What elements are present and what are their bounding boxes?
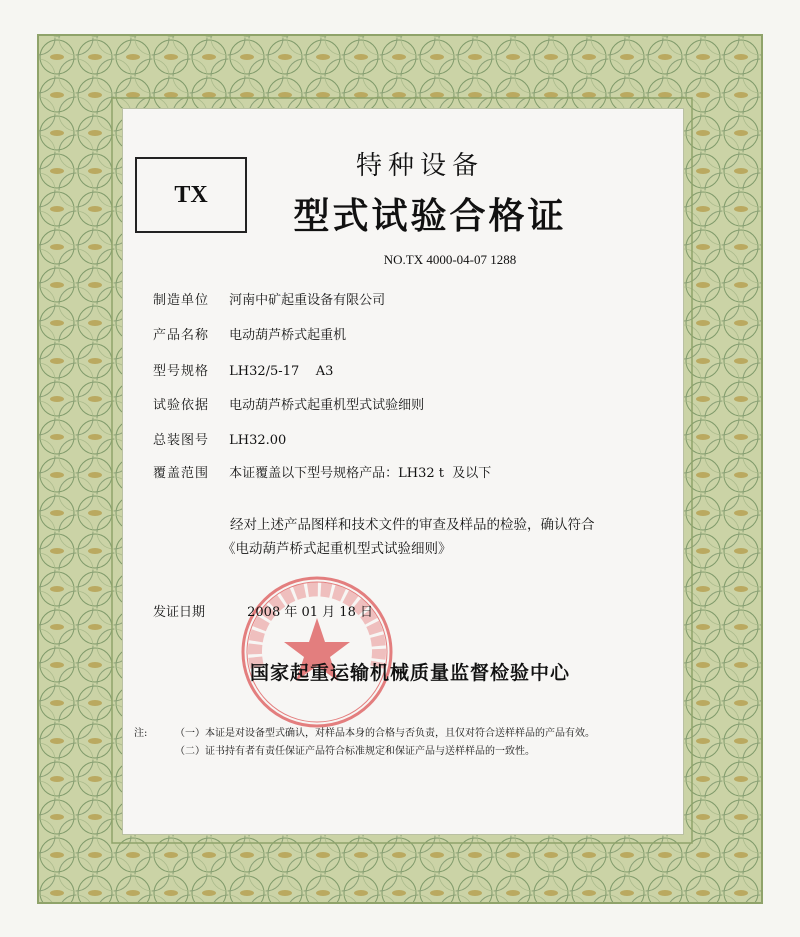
field-value: 电动葫芦桥式起重机型式试验细则 — [229, 398, 425, 413]
field-label: 型号规格 — [153, 364, 210, 379]
field-value: LH32.00 — [229, 433, 287, 448]
field-label: 制造单位 — [153, 293, 210, 308]
issue-date-row — [153, 601, 373, 620]
issuing-authority: 国家起重运输机械质量监督检验中心 — [249, 662, 570, 684]
certificate-number: NO.TX 4000-04-07 1288 — [383, 252, 517, 267]
field-drawing-number — [153, 429, 286, 448]
certificate-title-line1: 特种设备 — [355, 151, 484, 181]
statement-line2: 《电动葫芦桥式起重机型式试验细则》 — [222, 541, 452, 557]
field-product-name — [153, 324, 346, 343]
issue-date-label: 发证日期 — [153, 605, 206, 620]
note-item: （一）本证是对设备型式确认，对样品本身的合格与否负责，且仅对符合送样样品的产品有效。 — [175, 728, 595, 739]
note-item: （二）证书持有者有责任保证产品符合标准规定和保证产品与送样样品的一致性。 — [175, 746, 535, 757]
issue-date-value: 2008 年 01 月 18 日 — [247, 605, 373, 620]
statement-line1: 经对上述产品图样和技术文件的审查及样品的检验，确认符合 — [230, 517, 595, 533]
field-label: 总装图号 — [153, 433, 210, 448]
field-label: 试验依据 — [153, 398, 210, 413]
conformity-statement — [222, 513, 670, 561]
field-value: 河南中矿起重设备有限公司 — [229, 293, 386, 308]
tx-code-box: TX — [135, 157, 247, 233]
field-label: 覆盖范围 — [153, 466, 210, 481]
field-value: 电动葫芦桥式起重机 — [229, 328, 347, 343]
field-value: LH32/5-17 A3 — [229, 364, 334, 379]
field-coverage — [153, 462, 491, 481]
official-seal-stamp — [232, 572, 402, 732]
field-model — [153, 360, 333, 379]
field-label: 产品名称 — [153, 328, 210, 343]
field-manufacturer — [153, 289, 385, 308]
certificate-title-line2: 型式试验合格证 — [293, 196, 567, 237]
field-value: 本证覆盖以下型号规格产品：LH32 t 及以下 — [229, 466, 492, 481]
field-test-basis — [153, 394, 424, 413]
notes-label: 注: — [134, 728, 148, 739]
